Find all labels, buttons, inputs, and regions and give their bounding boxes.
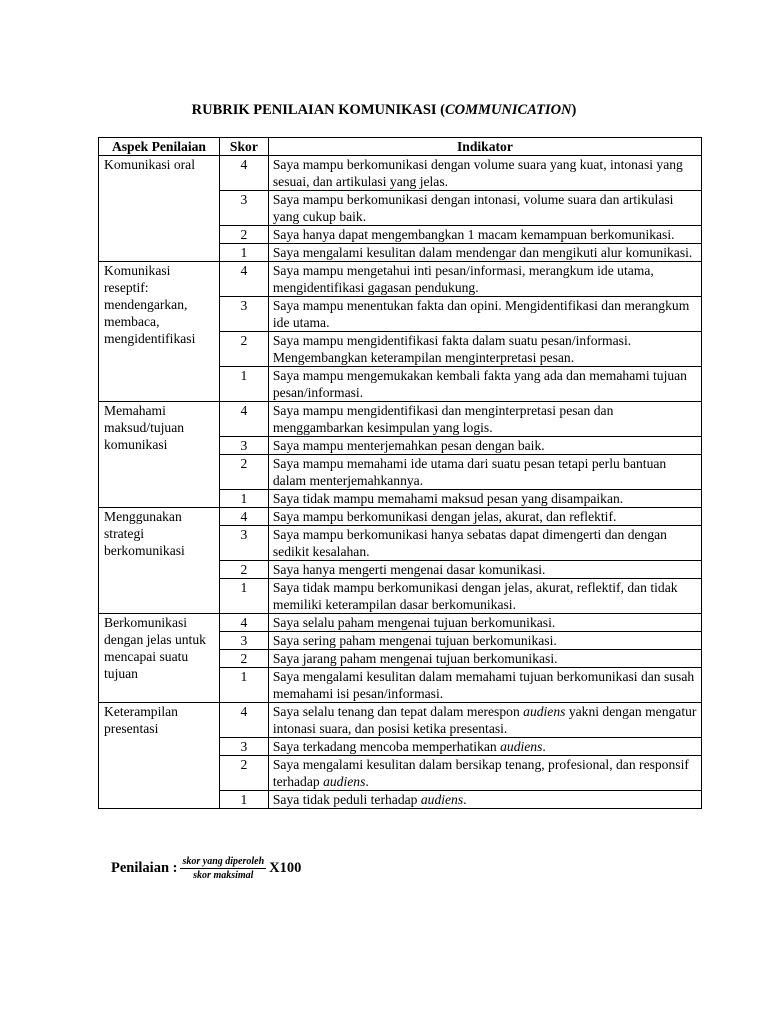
score-cell: 2 [219,455,268,490]
formula-fraction [180,855,266,882]
aspect-cell: Menggunakan strategi berkomunikasi [99,508,220,614]
score-cell: 3 [219,297,268,332]
indicator-text: Saya hanya mengerti mengenai dasar komunikasi. [272,562,546,577]
indicator-text: Saya mampu mengetahui inti pesan/informasi, merangkum ide utama, mengidentifikasi gagasan pendukung. [272,263,654,295]
table-row [99,402,702,437]
indicator-text: Saya tidak mampu memahami maksud pesan yang disampaikan. [272,491,624,506]
indicator-italic-text: audiens [500,739,543,754]
indicator-cell [268,508,701,526]
score-cell: 4 [219,614,268,632]
score-formula [111,855,301,882]
score-cell: 2 [219,332,268,367]
score-cell: 3 [219,526,268,561]
indicator-cell [268,791,701,809]
indicator-text: Saya mampu berkomunikasi dengan intonasi, volume suara dan artikulasi yang cukup baik. [272,192,674,224]
formula-denominator: skor maksimal [193,870,254,881]
score-cell: 1 [219,490,268,508]
aspect-cell: Komunikasi oral [99,156,220,262]
score-cell: 3 [219,632,268,650]
indicator-text: Saya mengalami kesulitan dalam bersikap tenang, profesional, dan responsif terhadap [272,757,689,789]
header-aspect: Aspek Penilaian [99,138,220,156]
score-cell: 2 [219,561,268,579]
rubric-body [99,156,702,809]
indicator-cell [268,526,701,561]
score-cell: 1 [219,791,268,809]
formula-numerator: skor yang diperoleh [182,856,265,867]
header-score: Skor [219,138,268,156]
indicator-text: Saya mampu menterjemahkan pesan dengan baik. [272,438,545,453]
table-row [99,703,702,738]
aspect-cell: Keterampilan presentasi [99,703,220,809]
indicator-cell [268,703,701,738]
indicator-text: Saya mampu mengidentifikasi dan menginterpretasi pesan dan menggambarkan kesimpulan yang logis. [272,403,614,435]
formula-label: Penilaian : [111,860,178,876]
indicator-cell [268,561,701,579]
indicator-text: Saya mengalami kesulitan dalam memahami tujuan berkomunikasi dan susah memahami isi pesan/informasi. [272,669,695,701]
score-cell: 4 [219,703,268,738]
indicator-text: Saya selalu tenang dan tepat dalam merespon [272,704,524,719]
score-cell: 1 [219,579,268,614]
score-cell: 1 [219,367,268,402]
score-cell: 2 [219,756,268,791]
indicator-text: Saya jarang paham mengenai tujuan berkomunikasi. [272,651,558,666]
indicator-text: Saya mampu menentukan fakta dan opini. Mengidentifikasi dan merangkum ide utama. [272,298,690,330]
indicator-text: yakni dengan mengatur intonasi suara, dan posisi ketika presentasi. [272,704,697,736]
indicator-cell [268,262,701,297]
table-row [99,614,702,632]
indicator-cell [268,244,701,262]
indicator-cell [268,738,701,756]
table-row [99,156,702,191]
indicator-text: . [365,774,369,789]
aspect-cell: Memahami maksud/tujuan komunikasi [99,402,220,508]
header-row [99,138,702,156]
score-cell: 4 [219,156,268,191]
indicator-text: Saya tidak peduli terhadap [272,792,421,807]
score-cell: 2 [219,650,268,668]
header-indicator: Indikator [268,138,701,156]
indicator-cell [268,455,701,490]
score-cell: 3 [219,437,268,455]
score-cell: 4 [219,402,268,437]
score-cell: 1 [219,244,268,262]
indicator-text: . [463,792,467,807]
indicator-cell [268,632,701,650]
score-cell: 3 [219,738,268,756]
indicator-text: Saya selalu paham mengenai tujuan berkomunikasi. [272,615,556,630]
table-row [99,262,702,297]
indicator-cell [268,156,701,191]
indicator-cell [268,297,701,332]
indicator-cell [268,367,701,402]
rubric-table [98,137,702,809]
formula-multiplier: X100 [269,860,302,876]
indicator-text: Saya mampu berkomunikasi hanya sebatas dapat dimengerti dan dengan sedikit kesalahan. [272,527,667,559]
indicator-text: Saya mampu berkomunikasi dengan jelas, akurat, dan reflektif. [272,509,617,524]
indicator-cell [268,226,701,244]
indicator-cell [268,614,701,632]
indicator-cell [268,579,701,614]
aspect-cell: Berkomunikasi dengan jelas untuk mencapai suatu tujuan [99,614,220,703]
indicator-cell [268,437,701,455]
indicator-text: Saya mampu mengemukakan kembali fakta yang ada dan memahami tujuan pesan/informasi. [272,368,687,400]
indicator-cell [268,756,701,791]
indicator-text: Saya terkadang mencoba memperhatikan [272,739,501,754]
indicator-text: Saya tidak mampu berkomunikasi dengan jelas, akurat, reflektif, dan tidak memiliki keterampilan dasar berkomunikasi. [272,580,678,612]
indicator-text: Saya sering paham mengenai tujuan berkomunikasi. [272,633,557,648]
score-cell: 1 [219,668,268,703]
score-cell: 3 [219,191,268,226]
table-row [99,508,702,526]
indicator-cell [268,650,701,668]
indicator-cell [268,402,701,437]
indicator-text: Saya mampu mengidentifikasi fakta dalam suatu pesan/informasi. Mengembangkan keterampilan menginterpretasi pesan. [272,333,632,365]
indicator-italic-text: audiens [420,792,464,807]
aspect-cell: Komunikasi reseptif: mendengarkan, membaca, mengidentifikasi [99,262,220,402]
score-cell: 4 [219,262,268,297]
indicator-text: . [542,739,546,754]
score-cell: 4 [219,508,268,526]
page-title: RUBRIK PENILAIAN KOMUNIKASI (COMMUNICATION) [191,102,577,118]
indicator-cell [268,191,701,226]
indicator-cell [268,668,701,703]
score-cell: 2 [219,226,268,244]
indicator-italic-text: audiens [523,704,566,719]
indicator-text: Saya mampu berkomunikasi dengan volume suara yang kuat, intonasi yang sesuai, dan artikulasi yang jelas. [272,157,683,189]
title-italic: COMMUNICATION [445,102,572,118]
indicator-text: Saya mampu memahami ide utama dari suatu pesan tetapi perlu bantuan dalam menterjemahkannya. [272,456,667,488]
indicator-italic-text: audiens [323,774,366,789]
indicator-cell [268,332,701,367]
indicator-text: Saya hanya dapat mengembangkan 1 macam kemampuan berkomunikasi. [272,227,675,242]
indicator-text: Saya mengalami kesulitan dalam mendengar dan mengikuti alur komunikasi. [272,245,693,260]
indicator-cell [268,490,701,508]
